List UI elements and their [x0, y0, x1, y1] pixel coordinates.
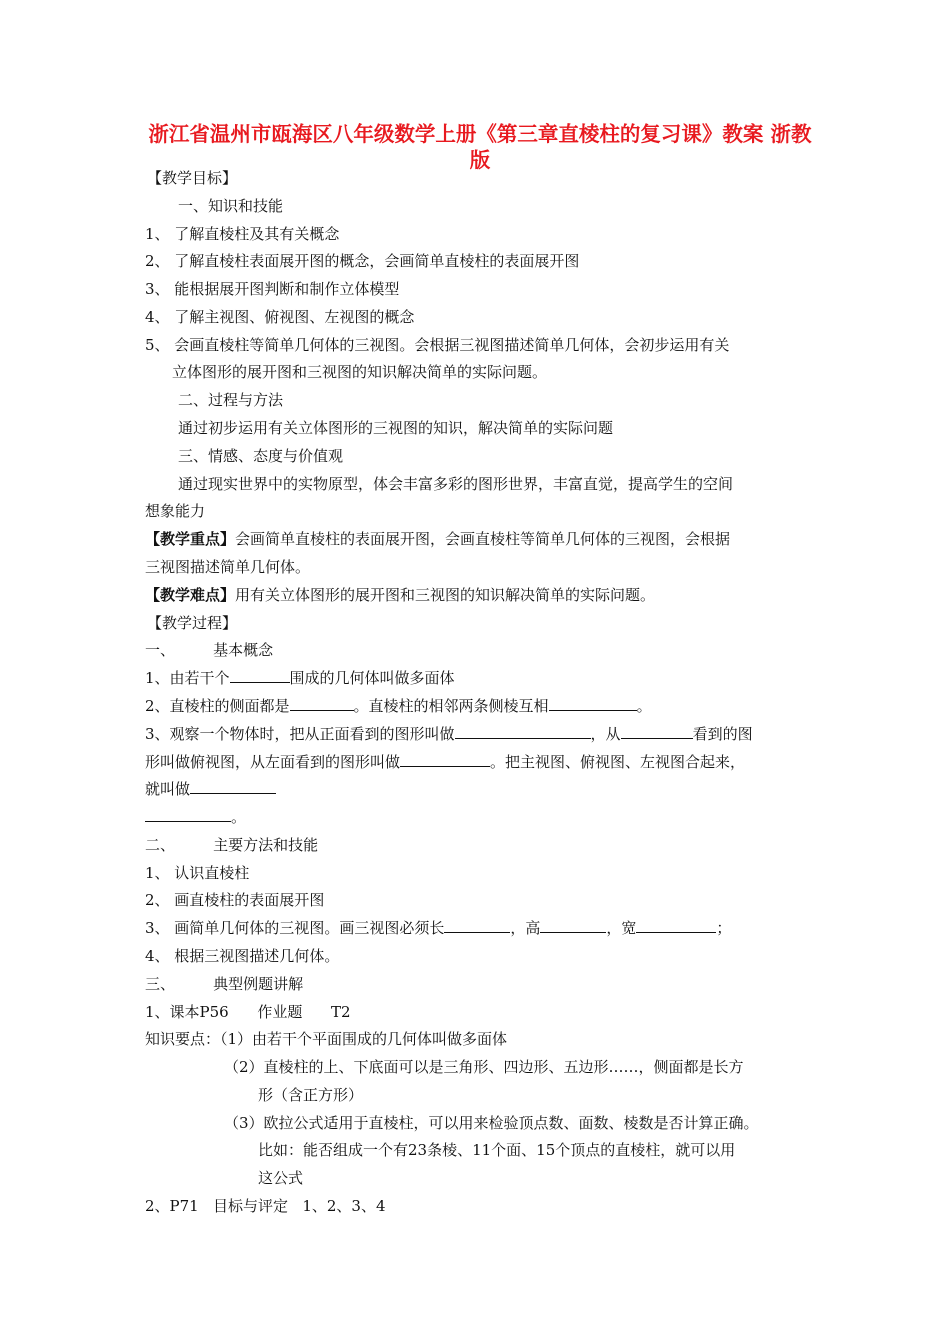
- objective-item-5-line-1: 5、 会画直棱柱等简单几何体的三视图。会根据三视图描述简单几何体，会初步运用有关: [145, 336, 730, 354]
- answer-blank: [621, 724, 693, 739]
- objective-item-2: 2、 了解直棱柱表面展开图的概念，会画简单直棱柱的表面展开图: [145, 252, 580, 270]
- emotion-values-text-line-2: 想象能力: [145, 502, 206, 520]
- section-process-methods: 二、过程与方法: [178, 391, 284, 409]
- answer-blank: [230, 668, 290, 683]
- answer-blank: [636, 918, 716, 933]
- key-points-line-1: [145, 529, 730, 549]
- question-3-line-4: 。: [145, 807, 246, 827]
- answer-blank: [400, 752, 490, 767]
- part-3-title: 三、 典型例题讲解: [145, 975, 304, 993]
- part-1-title: 一、 基本概念: [145, 641, 274, 659]
- objective-item-1: 1、 了解直棱柱及其有关概念: [145, 225, 340, 243]
- question-1: 1、由若干个 围成的几何体叫做多面体: [145, 669, 455, 687]
- process-methods-text: 通过初步运用有关立体图形的三视图的知识，解决简单的实际问题: [178, 419, 614, 437]
- method-item-2: 2、 画直棱柱的表面展开图: [145, 891, 325, 909]
- difficulty-label: 【教学难点】: [145, 586, 236, 604]
- process-heading: 【教学过程】: [147, 614, 238, 632]
- difficulty-text: 用有关立体图形的展开图和三视图的知识解决简单的实际问题。: [235, 586, 656, 604]
- answer-blank: [190, 779, 276, 794]
- difficulty-line: [145, 585, 655, 605]
- part-2-title: 二、 主要方法和技能: [145, 836, 319, 854]
- method-item-1: 1、 认识直棱柱: [145, 864, 250, 882]
- document-title: 浙江省温州市瓯海区八年级数学上册《第三章直棱柱的复习课》教案 浙教版: [148, 122, 812, 172]
- answer-blank: [444, 918, 510, 933]
- question-2: 2、直棱柱的侧面都是 。直棱柱的相邻两条侧棱互相 。: [145, 697, 652, 715]
- example-2: 2、P71 目标与评定 1、2、3、4: [145, 1197, 386, 1215]
- question-3-line-1: 3、观察一个物体时，把从正面看到的图形叫做 ，从 看到的图: [145, 725, 753, 743]
- answer-blank: [455, 724, 591, 739]
- answer-blank: [290, 696, 354, 711]
- section-emotion-values: 三、情感、态度与价值观: [178, 447, 344, 465]
- knowledge-point-3-line-3: 这公式: [258, 1169, 304, 1187]
- objective-item-5-line-2: 立体图形的展开图和三视图的知识解决简单的实际问题。: [172, 363, 548, 381]
- method-item-3: 3、 画简单几何体的三视图。画三视图必须长 ，高 ，宽 ；: [145, 919, 732, 937]
- example-1: 1、课本P56 作业题 T2: [145, 1003, 351, 1021]
- answer-blank: [145, 807, 231, 822]
- method-item-4: 4、 根据三视图描述几何体。: [145, 947, 340, 965]
- answer-blank: [540, 918, 606, 933]
- key-points-text: 会画简单直棱柱的表面展开图，会画直棱柱等简单几何体的三视图，会根据: [235, 530, 731, 548]
- knowledge-point-1: 知识要点：（1）由若干个平面围成的几何体叫做多面体: [145, 1030, 508, 1048]
- knowledge-point-2-line-1: （2）直棱柱的上、下底面可以是三角形、四边形、五边形……，侧面都是长方: [224, 1058, 744, 1076]
- knowledge-point-3-line-2: 比如：能否组成一个有23条棱、11个面、15个顶点的直棱柱，就可以用: [258, 1141, 736, 1159]
- emotion-values-text-line-1: 通过现实世界中的实物原型，体会丰富多彩的图形世界，丰富直觉，提高学生的空间: [178, 475, 734, 493]
- objective-item-3: 3、 能根据展开图判断和制作立体模型: [145, 280, 400, 298]
- section-knowledge-skills: 一、知识和技能: [178, 197, 284, 215]
- question-3-line-3: 就叫做: [145, 779, 276, 799]
- objective-item-4: 4、 了解主视图、俯视图、左视图的概念: [145, 308, 415, 326]
- key-points-line-2: 三视图描述简单几何体。: [145, 558, 311, 576]
- objectives-heading: 【教学目标】: [147, 169, 238, 187]
- answer-blank: [549, 696, 637, 711]
- knowledge-point-2-line-2: 形（含正方形）: [258, 1086, 364, 1104]
- key-points-label: 【教学重点】: [145, 530, 236, 548]
- question-3-line-2: 形叫做俯视图，从左面看到的图形叫做 。把主视图、俯视图、左视图合起来，: [145, 753, 746, 771]
- knowledge-point-3-line-1: （3）欧拉公式适用于直棱柱，可以用来检验顶点数、面数、棱数是否计算正确。: [224, 1114, 759, 1132]
